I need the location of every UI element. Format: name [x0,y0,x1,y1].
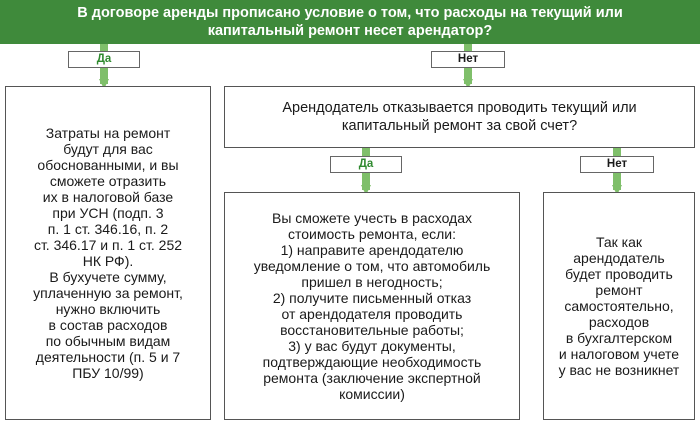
right-outcome-line: будет проводить [565,266,673,282]
middle-outcome-line: пришел в негодность; [301,274,443,290]
left-outcome-line: п. 1 ст. 346.16, п. 2 [47,221,169,237]
main-question-line-2: капитальный ремонт несет арендатор? [207,23,493,39]
tag-yes-sub: Да [330,156,402,173]
left-outcome-line: при УСН (подп. 3 [52,205,164,221]
right-outcome-line: у вас не возникнет [558,362,680,378]
left-outcome-line: ПБУ 10/99) [72,365,144,381]
middle-outcome-line: комиссии) [339,386,405,402]
left-outcome-line: деятельности (п. 5 и 7 [35,349,181,365]
left-outcome-text [33,125,183,381]
left-outcome-line: сможете отразить [49,173,167,189]
right-outcome-line: расходов [588,314,650,330]
middle-outcome-line: подтверждающие необходимость [262,354,482,370]
main-question-header [0,0,700,44]
left-outcome-line: Затраты на ремонт [45,125,171,141]
main-question-line-1: В договоре аренды прописано условие о том, что расходы на текущий или [77,5,623,21]
left-outcome-line: нужно включить [55,301,161,317]
left-outcome-line: их в налоговой базе [42,189,174,205]
middle-outcome-line: Вы сможете учесть в расходах [271,210,472,226]
right-outcome-line: ремонт [595,282,643,298]
left-outcome-line: будут для вас [63,141,153,157]
left-outcome-line: в состав расходов [48,317,168,333]
middle-outcome-line: ремонта (заключение экспертной [263,370,481,386]
right-outcome-line: и налоговом учете [558,346,680,362]
middle-outcome-box [224,192,520,420]
right-outcome-line: в бухгалтерском [565,330,673,346]
tag-no-sub: Нет [580,156,654,173]
middle-outcome-line: 2) получите письменный отказ [272,290,472,306]
middle-outcome-line: восстановительные работы; [280,322,464,338]
left-outcome-line: ст. 346.17 и п. 1 ст. 252 [33,237,183,253]
left-outcome-line: уплаченную за ремонт, [33,285,183,301]
left-outcome-line: обоснованными, и вы [37,157,179,173]
second-question-line-1: Арендодатель отказывается проводить текущий или [282,100,637,116]
middle-outcome-line: стоимость ремонта, если: [287,226,457,242]
right-outcome-line: Так как [595,234,643,250]
middle-outcome-line: 1) направите арендодателю [280,242,464,258]
right-outcome-text [559,234,680,378]
second-question-box [224,86,695,148]
middle-outcome-line: 3) у вас будут документы, [288,338,456,354]
left-outcome-box [5,86,211,420]
tag-no-main: Нет [431,51,505,68]
tag-yes-main: Да [68,51,140,68]
left-outcome-line: НК РФ). [82,253,134,269]
right-outcome-line: самостоятельно, [564,298,674,314]
middle-outcome-line: уведомление о том, что автомобиль [253,258,491,274]
middle-outcome-text [254,210,491,402]
right-outcome-box [543,192,695,420]
right-outcome-line: арендодатель [573,250,665,266]
second-question-line-2: капитальный ремонт за свой счет? [341,118,578,134]
left-outcome-line: по обычным видам [45,333,171,349]
left-outcome-line: В бухучете сумму, [49,269,167,285]
middle-outcome-line: от арендодателя проводить [281,306,463,322]
